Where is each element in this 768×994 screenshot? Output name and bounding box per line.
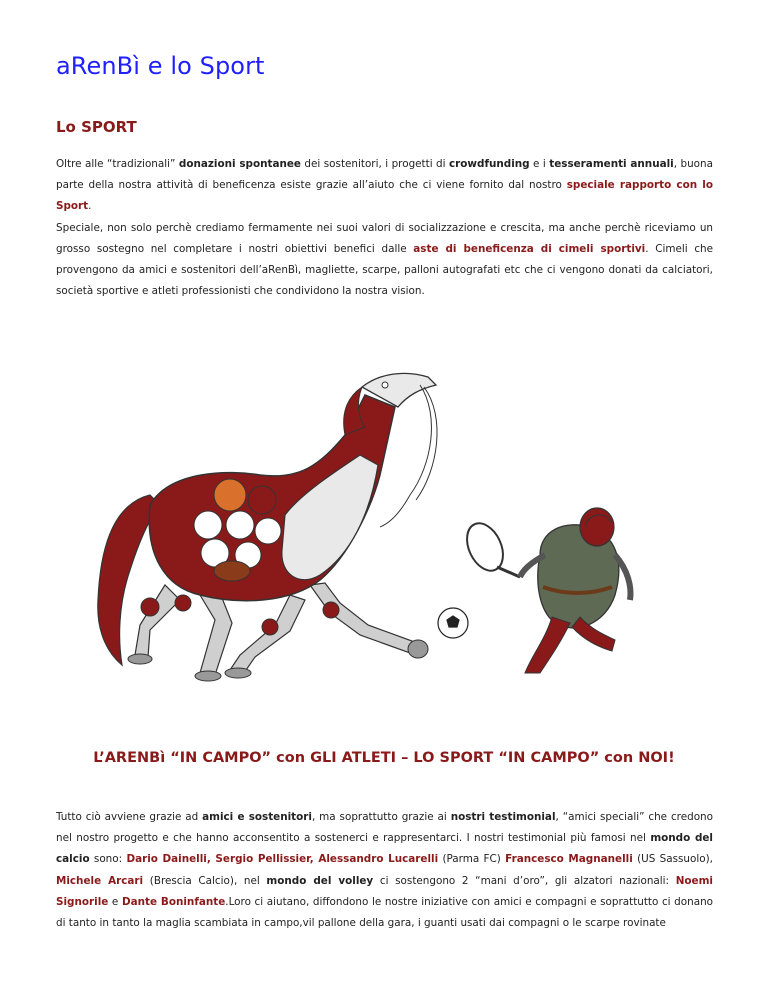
text-run: , ma soprattutto grazie ai xyxy=(311,811,451,823)
text-run: (US Sassuolo), xyxy=(632,853,713,866)
highlight-arcari: Michele Arcari xyxy=(56,874,144,887)
highlight-calciatori: Dario Dainelli, Sergio Pellissier, Alessandro Lucarelli xyxy=(126,853,439,866)
soccer-ball xyxy=(438,608,468,638)
highlight-rapporto-sport: speciale rapporto con lo Sport xyxy=(56,179,713,213)
text-run: sono: xyxy=(89,853,127,866)
bold-mondo-calcio: mondo del calcio xyxy=(56,832,713,866)
bold-crowdfunding: crowdfunding xyxy=(448,158,530,170)
text-run: e i xyxy=(529,158,550,170)
text-run: e xyxy=(108,895,122,908)
bold-testimonial: nostri testimonial xyxy=(450,811,556,823)
text-run: , “amici speciali” che credono nel nostro progetto e che hanno acconsentito a sostenerci e rappresentarci. I nostri testimonial più famosi nel xyxy=(56,811,713,845)
text-run: Speciale, non solo perchè crediamo fermamente nei suoi valori di socializzazione e crescita, ma anche perchè riceviamo un grosso sostegno nel completare i nostri obiettivi benefici dalle xyxy=(56,221,713,255)
highlight-signorile: Noemi Signorile xyxy=(56,874,713,908)
testimonial-paragraph xyxy=(56,807,713,934)
bold-amici: amici e sostenitori xyxy=(202,811,312,823)
section-heading: Lo SPORT xyxy=(56,118,137,136)
document-title: aRenBì e lo Sport xyxy=(56,52,265,80)
campo-heading: L’ARENBì “IN CAMPO” con GLI ATLETI – LO SPORT “IN CAMPO” con NOI! xyxy=(93,750,675,766)
text-run: . xyxy=(88,200,92,213)
text-run: Oltre alle “tradizionali” xyxy=(56,158,179,170)
bold-donazioni: donazioni spontanee xyxy=(178,158,301,170)
text-run: .Loro ci aiutano, diffondono le nostre iniziative con amici e compagni e soprattutto ci donano di tanto in tanto la maglia scambiata in campo,vil pallone della gara, i guanti usati dai compagni o le scarpe rovinate xyxy=(56,895,714,930)
bold-mondo-volley: mondo del volley xyxy=(266,874,374,887)
text-run: (Brescia Calcio), nel xyxy=(143,874,267,887)
text-run: (Parma FC) xyxy=(438,853,506,866)
bold-tesseramenti: tesseramenti annuali xyxy=(549,158,674,170)
highlight-magnanelli: Francesco Magnanelli xyxy=(505,853,633,866)
highlight-aste-beneficenza: aste di beneficenza di cimeli sportivi xyxy=(413,242,646,255)
intro-paragraph xyxy=(56,154,713,302)
text-run: . Cimeli che provengono da amici e sostenitori dell’aRenBì, magliette, scarpe, palloni autografati etc che ci vengono donati da calciatori, società sportive e atleti professionisti che condividono la nostra vision. xyxy=(56,242,714,298)
text-run: ci sostengono 2 “mani d’oro”, gli alzatori nazionali: xyxy=(373,874,676,887)
text-run: Tutto ciò avviene grazie ad xyxy=(56,811,203,823)
text-run: dei sostenitori, i progetti di xyxy=(300,158,449,170)
horse-and-knight-illustration xyxy=(0,355,768,700)
highlight-boninfante: Dante Boninfante xyxy=(121,895,226,908)
text-run: , buona parte della nostra attività di beneficenza esiste grazie all’aiuto che ci viene fornito dal nostro xyxy=(56,158,713,192)
